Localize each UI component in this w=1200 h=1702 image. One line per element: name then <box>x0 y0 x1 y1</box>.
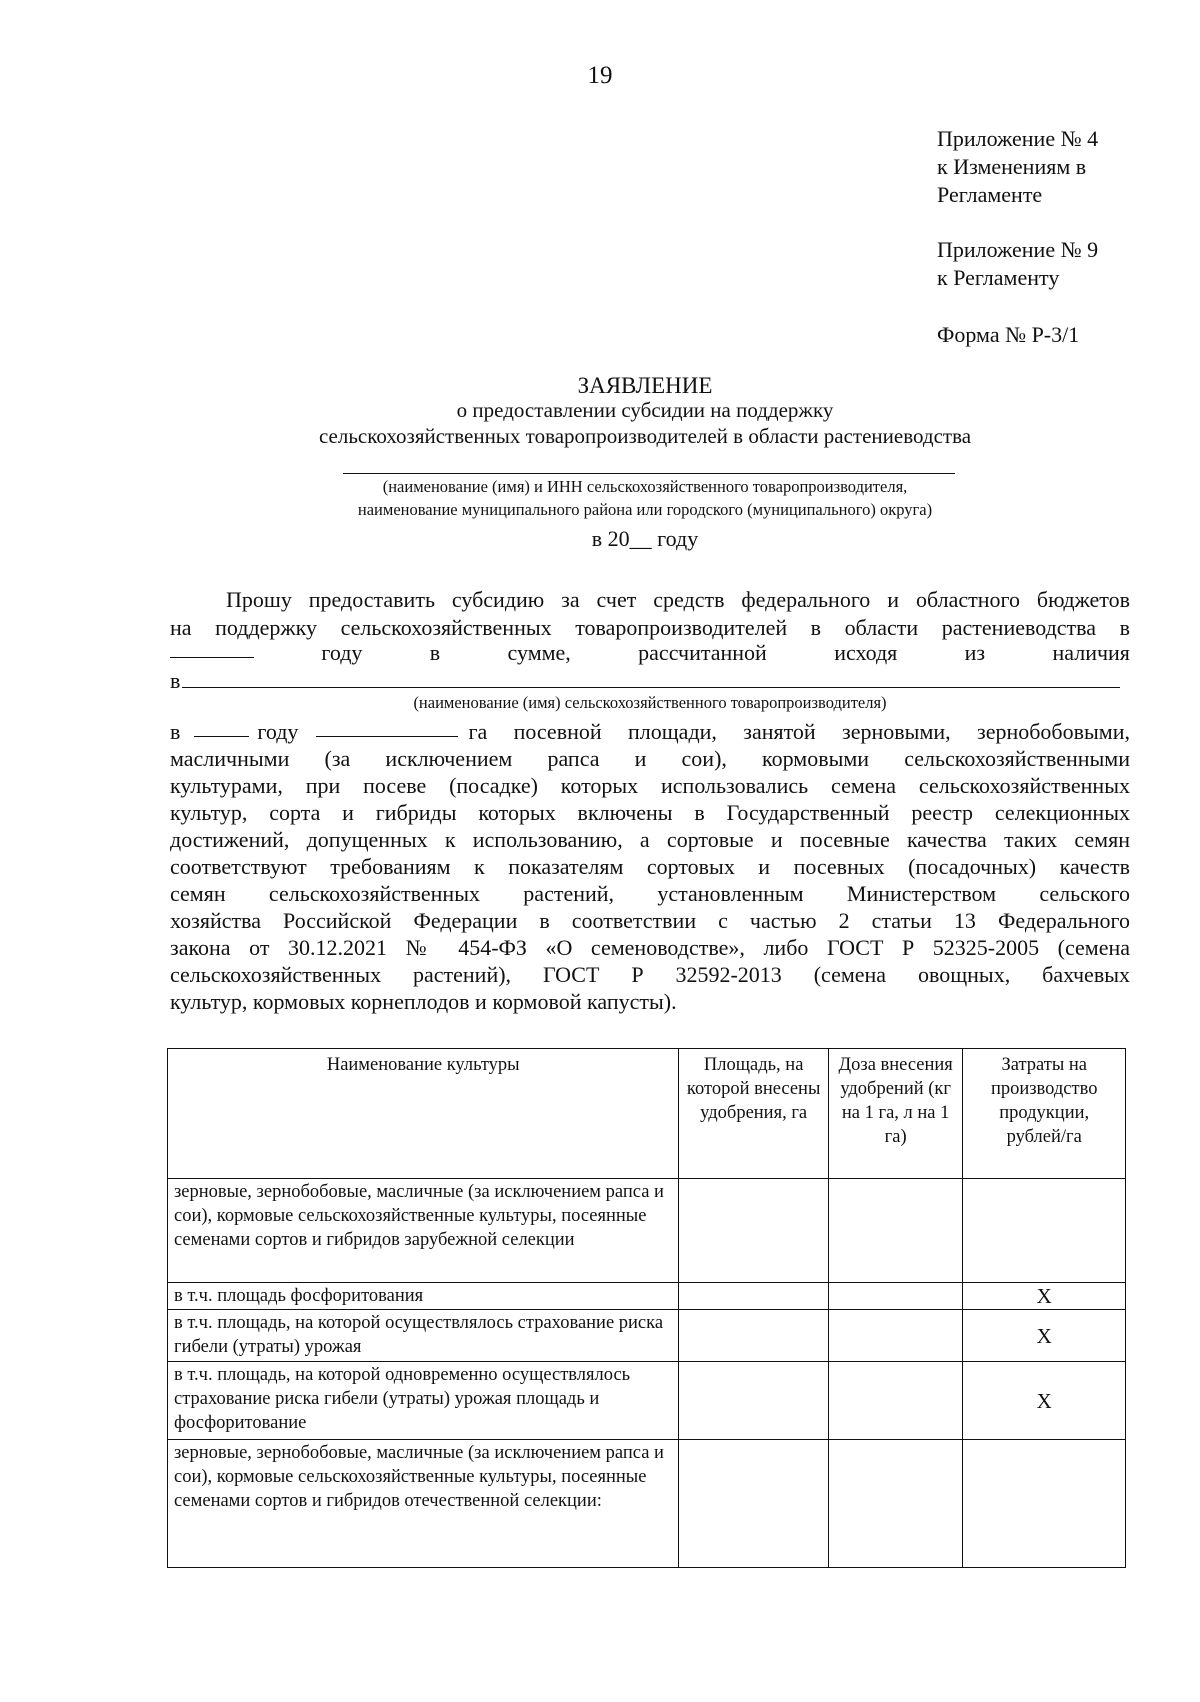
year-line: в 20__ году <box>591 526 699 551</box>
document-subtitle: сельскохозяйственных товаропроизводителей в области растениеводства <box>318 424 972 448</box>
body-line: семян сельскохозяйственных растений, установленным Министерством сельского <box>170 881 1130 906</box>
form-number: Форма № Р-3/1 <box>937 322 1080 347</box>
table-row <box>168 1310 1126 1362</box>
appendix-4-line: к Изменениям в <box>937 154 1087 179</box>
cost-cell-x: Х <box>963 1283 1126 1310</box>
appendix-4-line: Приложение № 4 <box>937 126 1099 151</box>
area-cell[interactable] <box>679 1362 828 1440</box>
table-row <box>168 1179 1126 1283</box>
area-cell[interactable] <box>679 1179 828 1283</box>
col-header-area: Площадь, на которой внесены удобрения, га <box>679 1049 828 1179</box>
fertilizer-table <box>167 1048 1126 1568</box>
area-cell[interactable] <box>679 1310 828 1362</box>
document-subtitle: о предоставлении субсидии на поддержку <box>456 398 834 422</box>
applicant-field-caption: (наименование (имя) и ИНН сельскохозяйственного товаропроизводителя, <box>382 477 908 496</box>
body-line: на поддержку сельскохозяйственных товаропроизводителей в области растениеводства в <box>170 615 1130 640</box>
row-label: в т.ч. площадь фосфоритования <box>168 1283 679 1310</box>
appendix-9-line: к Регламенту <box>937 265 1060 290</box>
body-line: хозяйства Российской Федерации в соответствии с частью 2 статьи 13 Федерального <box>170 908 1130 933</box>
row-label: в т.ч. площадь, на которой осуществлялось страхование риска гибели (утраты) урожая <box>168 1310 679 1362</box>
body-word: исходя <box>834 640 898 665</box>
page-number: 19 <box>587 62 613 89</box>
body-word: из <box>964 640 986 665</box>
dose-cell[interactable] <box>828 1310 963 1362</box>
applicant-name-blank[interactable] <box>182 669 1120 688</box>
row-label: зерновые, зернобобовые, масличные (за исключением рапса и сои), кормовые сельскохозяйственные культуры, посеянные семенами сортов и гибридов отечественной селекции: <box>168 1440 679 1568</box>
area-cell[interactable] <box>679 1440 828 1568</box>
table-row <box>168 1283 1126 1310</box>
appendix-9-note <box>937 236 1098 292</box>
document-title: ЗАЯВЛЕНИЕ <box>577 373 713 398</box>
body-word: в <box>429 640 441 665</box>
body-word: рассчитанной <box>638 640 767 665</box>
appendix-4-line: Регламенте <box>937 182 1043 207</box>
body-line <box>170 718 1130 745</box>
col-header-cost: Затраты на производство продукции, рублей/га <box>963 1049 1126 1179</box>
body-line: закона от 30.12.2021 № 454-ФЗ «О семеноводстве», либо ГОСТ Р 52325-2005 (семена <box>170 935 1130 960</box>
body-line: масличными (за исключением рапса и сои), кормовыми сельскохозяйственными <box>170 746 1130 771</box>
year-blank[interactable] <box>170 639 254 658</box>
body-word: году <box>321 640 363 665</box>
dose-cell[interactable] <box>828 1283 963 1310</box>
area-cell[interactable] <box>679 1283 828 1310</box>
appendix-4-note <box>937 125 1098 209</box>
year-blank[interactable] <box>194 718 249 737</box>
applicant-name-field-line[interactable] <box>343 473 955 474</box>
area-blank[interactable] <box>316 718 458 737</box>
body-word: в <box>170 719 181 744</box>
body-line: соответствуют требованиям к показателям сортовых и посевных (посадочных) качеств <box>170 854 1130 879</box>
dose-cell[interactable] <box>828 1179 963 1283</box>
applicant-field-caption: наименование муниципального района или городского (муниципального) округа) <box>357 500 933 519</box>
body-line: культур, кормовых корнеплодов и кормовой капусты). <box>170 989 677 1014</box>
cost-cell[interactable] <box>963 1440 1126 1568</box>
dose-cell[interactable] <box>828 1362 963 1440</box>
table-header-row <box>168 1049 1126 1179</box>
col-header-dose: Доза внесения удобрений (кг на 1 га, л на 1 га) <box>828 1049 963 1179</box>
body-line: сельскохозяйственных растений), ГОСТ Р 32592-2013 (семена овощных, бахчевых <box>170 962 1130 987</box>
table-row <box>168 1362 1126 1440</box>
cost-cell-x: Х <box>963 1310 1126 1362</box>
col-header-crop: Наименование культуры <box>168 1049 679 1179</box>
cost-cell-x: Х <box>963 1362 1126 1440</box>
cost-cell[interactable] <box>963 1179 1126 1283</box>
body-word: наличия <box>1052 640 1130 665</box>
row-label: зерновые, зернобобовые, масличные (за исключением рапса и сои), кормовые сельскохозяйственные культуры, посеянные семенами сортов и гибридов зарубежной селекции <box>168 1179 679 1283</box>
body-line: достижений, допущенных к использованию, а сортовые и посевные качества таких семян <box>170 827 1130 852</box>
body-line <box>170 639 1130 666</box>
dose-cell[interactable] <box>828 1440 963 1568</box>
body-word: сумме, <box>507 640 571 665</box>
body-line <box>170 667 1120 694</box>
body-word: году <box>257 719 299 744</box>
body-line: Прошу предоставить субсидию за счет средств федерального и областного бюджетов <box>226 587 1130 612</box>
row-label: в т.ч. площадь, на которой одновременно осуществлялось страхование риска гибели (утраты) урожая площадь и фосфоритование <box>168 1362 679 1440</box>
applicant-short-caption: (наименование (имя) сельскохозяйственного товаропроизводителя) <box>413 693 887 712</box>
appendix-9-line: Приложение № 9 <box>937 237 1099 262</box>
body-word: га посевной площади, занятой зерновыми, зернобобовыми, <box>468 719 1130 744</box>
body-line: культур, сорта и гибриды которых включены в Государственный реестр селекционных <box>170 800 1130 825</box>
table-row <box>168 1440 1126 1568</box>
body-word: в <box>170 668 181 693</box>
body-line: культурами, при посеве (посадке) которых использовались семена сельскохозяйственных <box>170 773 1130 798</box>
